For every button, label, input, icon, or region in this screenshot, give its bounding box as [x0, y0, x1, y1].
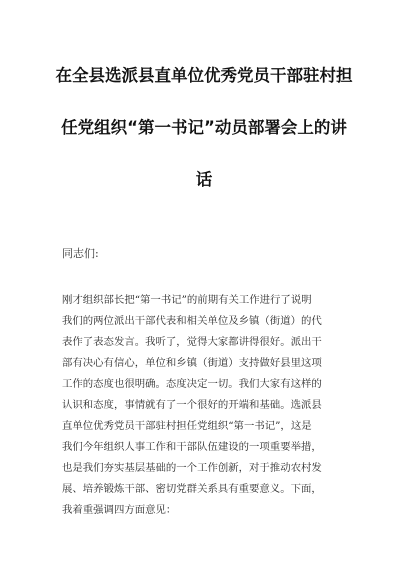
salutation: 同志们:: [62, 247, 99, 260]
body-line: 我们今年组织人事工作和干部队伍建设的一项重要举措，: [62, 441, 322, 453]
body-line: 也是我们夯实基层基础的一个工作创新，对于推动农村发: [62, 462, 322, 474]
body-line: 我们的两位派出干部代表和相关单位及乡镇（街道）的代: [62, 315, 322, 327]
body-line: 工作的态度也很明确。态度决定一切。我们大家有这样的: [62, 378, 322, 390]
body-line: 表作了表态发言。我听了，觉得大家都讲得很好。派出干: [62, 336, 322, 348]
body-line: 认识和态度，事情就有了一个很好的开端和基础。选派县: [62, 399, 322, 411]
body-line: 我着重强调四方面意见：: [62, 504, 177, 516]
document-title-line-1: 在全县选派县直单位优秀党员干部驻村担: [55, 66, 353, 85]
document-title-line-3: 话: [195, 170, 213, 189]
body-line: 部有决心有信心，单位和乡镇（街道）支持做好县里这项: [62, 357, 322, 369]
body-line: 展、培养锻炼干部、密切党群关系具有重要意义。下面，: [62, 483, 322, 495]
body-line: 刚才组织部长把“第一书记”的前期有关工作进行了说明: [62, 294, 312, 306]
body-line: 直单位优秀党员干部驻村担任党组织“第一书记”，这是: [62, 420, 312, 432]
document-title-line-2: 任党组织“第一书记”动员部署会上的讲: [61, 118, 347, 137]
